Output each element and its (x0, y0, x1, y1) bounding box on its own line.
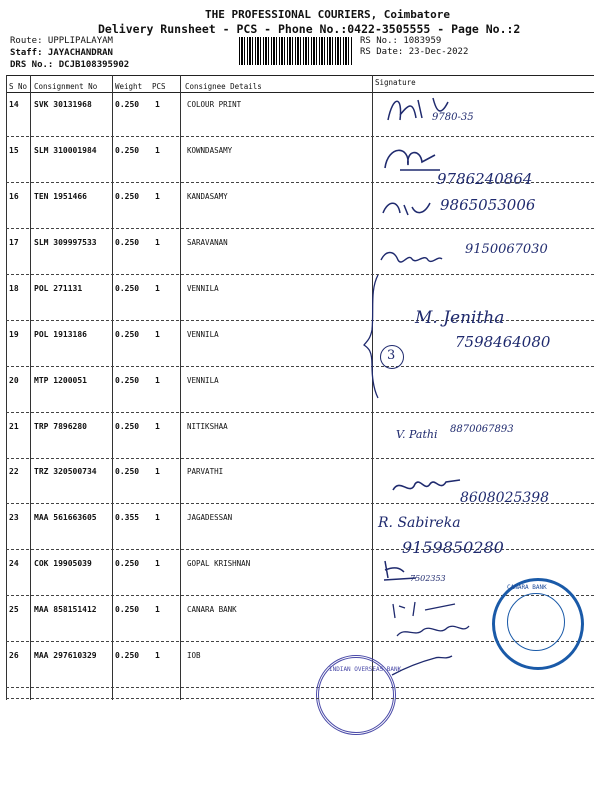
row-consignment: TEN 1951466 (34, 192, 87, 201)
row-weight: 0.250 (115, 192, 140, 201)
signature-phone-21: 8870067893 (450, 424, 514, 435)
stamp-inner-ring (507, 593, 565, 651)
signature-scribble-17 (378, 245, 458, 270)
row-pcs: 1 (155, 651, 160, 660)
signature-brace (360, 270, 400, 400)
row-consignment: MAA 297610329 (34, 651, 97, 660)
signature-phone-15: 9786240864 (437, 170, 533, 188)
col-border (6, 75, 7, 700)
rs-date: RS Date: 23-Dec-2022 (360, 47, 469, 57)
row-separator (6, 412, 594, 413)
row-consignee: COLOUR PRINT (187, 100, 242, 109)
row-consignee: KOWNDASAMY (187, 146, 233, 155)
signature-phone-14: 9780-35 (432, 112, 474, 123)
row-separator (6, 228, 594, 229)
col-border (30, 75, 31, 700)
col-header-consignee: Consignee Details (185, 82, 262, 91)
row-pcs: 1 (155, 146, 160, 155)
row-weight: 0.250 (115, 376, 140, 385)
row-consignee: IOB (187, 651, 201, 660)
row-consignee: KANDASAMY (187, 192, 228, 201)
route-label: Route: UPPLIPALAYAM (10, 36, 113, 46)
row-consignment: POL 271131 (34, 284, 83, 293)
row-s-no: 18 (9, 284, 19, 293)
row-consignment: TRZ 320500734 (34, 467, 97, 476)
row-weight: 0.355 (115, 513, 140, 522)
row-consignee: CANARA BANK (187, 605, 237, 614)
row-consignment: TRP 7896280 (34, 422, 87, 431)
stamp-right-text: CANARA BANK (507, 584, 547, 591)
row-weight: 0.250 (115, 238, 140, 247)
col-border (112, 75, 113, 700)
row-pcs: 1 (155, 330, 160, 339)
row-consignment: POL 1913186 (34, 330, 87, 339)
drs-number: DRS No.: DCJB108395902 (10, 60, 130, 70)
col-header-weight: Weight (115, 82, 143, 91)
row-weight: 0.250 (115, 559, 140, 568)
row-s-no: 15 (9, 146, 19, 155)
row-s-no: 19 (9, 330, 19, 339)
col-header-signature: Signature (375, 78, 416, 87)
signature-scribble-16 (380, 195, 440, 220)
row-weight: 0.250 (115, 284, 140, 293)
row-consignee: JAGADESSAN (187, 513, 233, 522)
signature-name-18: M. Jenitha (415, 308, 505, 328)
stamp-left-text: INDIAN OVERSEAS BANK (329, 666, 402, 673)
row-separator (6, 687, 594, 688)
row-s-no: 22 (9, 467, 19, 476)
signature-scribble-25 (385, 596, 485, 646)
row-weight: 0.250 (115, 651, 140, 660)
row-consignment: MTP 1200051 (34, 376, 87, 385)
table-top-border (6, 75, 594, 76)
row-consignee: NITIKSHAA (187, 422, 228, 431)
bank-stamp-left (316, 655, 402, 735)
row-weight: 0.250 (115, 605, 140, 614)
bank-stamp-right (492, 578, 584, 670)
row-consignee: PARVATHI (187, 467, 224, 476)
row-separator (6, 274, 594, 275)
row-s-no: 23 (9, 513, 19, 522)
row-weight: 0.250 (115, 100, 140, 109)
circled-count (380, 345, 404, 369)
row-pcs: 1 (155, 422, 160, 431)
signature-phone-16: 9865053006 (440, 196, 536, 214)
row-consignment: MAA 561663605 (34, 513, 97, 522)
row-separator (6, 549, 594, 550)
row-consignee: GOPAL KRISHNAN (187, 559, 251, 568)
col-header-consignment: Consignment No (34, 82, 98, 91)
signature-name-23: R. Sabireka (378, 515, 461, 531)
row-s-no: 16 (9, 192, 19, 201)
row-pcs: 1 (155, 376, 160, 385)
row-consignee: VENNILA (187, 284, 219, 293)
row-pcs: 1 (155, 192, 160, 201)
signature-phone-19: 7598464080 (455, 333, 551, 351)
row-consignment: SLM 309997533 (34, 238, 97, 247)
row-separator (6, 320, 594, 321)
company-title: THE PROFESSIONAL COURIERS, Coimbatore (205, 8, 451, 21)
row-s-no: 17 (9, 238, 19, 247)
row-pcs: 1 (155, 100, 160, 109)
row-separator (6, 366, 594, 367)
row-s-no: 25 (9, 605, 19, 614)
row-weight: 0.250 (115, 146, 140, 155)
row-separator (6, 458, 594, 459)
barcode (239, 37, 353, 65)
col-header-pcs: PCS (152, 82, 166, 91)
row-consignment: MAA 858151412 (34, 605, 97, 614)
signature-name-21: V. Pathi (396, 428, 438, 441)
table-bottom-border (6, 698, 594, 699)
row-s-no: 14 (9, 100, 19, 109)
row-pcs: 1 (155, 605, 160, 614)
row-consignment: COK 19905039 (34, 559, 92, 568)
row-weight: 0.250 (115, 467, 140, 476)
staff-label: Staff: JAYACHANDRAN (10, 48, 113, 58)
signature-phone-17: 9150067030 (465, 242, 548, 257)
row-s-no: 20 (9, 376, 19, 385)
signature-scribble-22 (390, 472, 470, 502)
row-pcs: 1 (155, 513, 160, 522)
signature-phone-23: 9159850280 (402, 538, 504, 557)
stamp-signature-26 (390, 650, 460, 680)
col-border (180, 75, 181, 700)
row-weight: 0.250 (115, 422, 140, 431)
row-consignee: VENNILA (187, 376, 219, 385)
row-pcs: 1 (155, 559, 160, 568)
row-s-no: 24 (9, 559, 19, 568)
runsheet-title: Delivery Runsheet - PCS - Phone No.:0422-3505555 - Page No.:2 (98, 22, 521, 36)
row-s-no: 21 (9, 422, 19, 431)
row-s-no: 26 (9, 651, 19, 660)
row-consignment: SVK 30131968 (34, 100, 92, 109)
row-pcs: 1 (155, 238, 160, 247)
signature-phone-24: 7502353 (410, 574, 446, 583)
row-weight: 0.250 (115, 330, 140, 339)
row-consignee: SARAVANAN (187, 238, 228, 247)
row-pcs: 1 (155, 284, 160, 293)
circled-count-value: 3 (387, 348, 396, 363)
rs-number: RS No.: 1083959 (360, 36, 442, 46)
row-consignee: VENNILA (187, 330, 219, 339)
signature-phone-22: 8608025398 (460, 490, 550, 506)
row-consignment: SLM 310001984 (34, 146, 97, 155)
row-pcs: 1 (155, 467, 160, 476)
col-header-sno: S No (9, 82, 28, 91)
